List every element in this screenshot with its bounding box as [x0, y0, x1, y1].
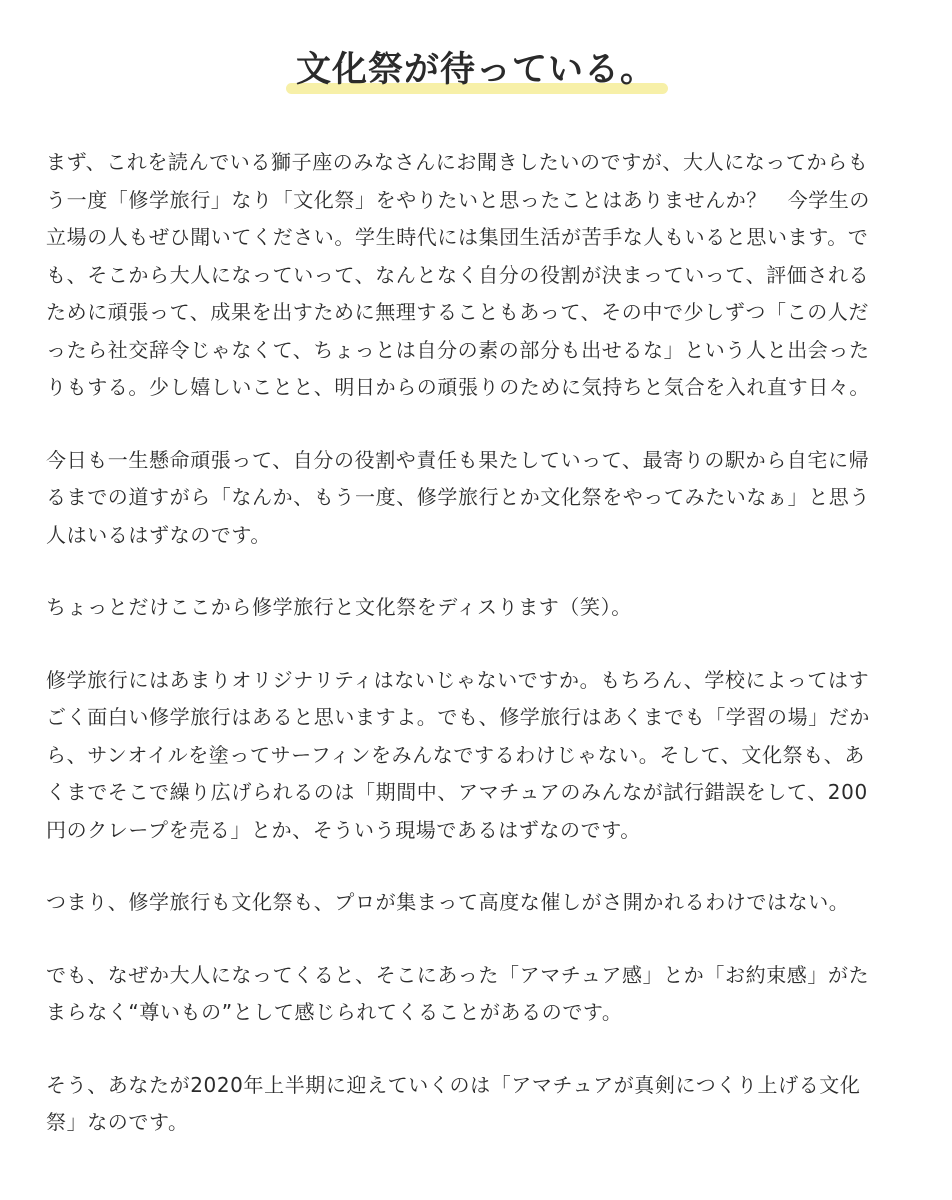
paragraph-6: でも、なぜか大人になってくると、そこにあった「アマチュア感」とか「お約束感」がた まらなく“尊いもの”として感じられてくることがあるのです。 — [46, 962, 870, 1024]
paragraph-1: まず、これを読んでいる獅子座のみなさんにお聞きしたいのですが、大人になってからも う一度「修学旅行」なり「文化祭」をやりたいと思ったことはありませんか？ 今学生の 立場の人もぜひ聞いてください。学生時代には集団生活が苦手な人もいると思います。で も、そこから大人になっていって、なんとなく自分の役割が決まっていって、評価される ために頑張って、成果を出すために無理することもあって、その中で少しずつ「この人だ ったら社交辞令じゃなくて、ちょっとは自分の素の部分も出せるな」という人と出会った りもする。少し嬉しいことと、明日からの頑張りのために気持ちと気合を入れ直す日々。 — [46, 150, 870, 399]
article-title — [292, 44, 660, 96]
title-container — [0, 44, 952, 96]
paragraph-7: そう、あなたが2020年上半期に迎えていくのは「アマチュアが真剣につくり上げる文化 祭」なのです。 — [46, 1072, 861, 1134]
paragraph-5: つまり、修学旅行も文化祭も、プロが集まって高度な催しがさ開かれるわけではない。 — [46, 890, 850, 914]
paragraph-4: 修学旅行にはあまりオリジナリティはないじゃないですか。もちろん、学校によってはす ごく面白い修学旅行はあると思いますよ。でも、修学旅行はあくまでも「学習の場」だか ら、サンオイルを塗ってサーフィンをみんなでするわけじゃない。そして、文化祭も、あ くまでそこで繰り広げられるのは「期間中、アマチュアのみんなが試行錯誤をして、200 円のクレープを売る」とか、そういう現場であるはずなのです。 — [46, 667, 870, 842]
paragraph-2: 今日も一生懸命頑張って、自分の役割や責任も果たしていって、最寄りの駅から自宅に帰 るまでの道すがら「なんか、もう一度、修学旅行とか文化祭をやってみたいなぁ」と思う 人はいるはずなのです。 — [46, 447, 870, 547]
article-title-text: 文化祭が待っている。 — [295, 50, 656, 90]
paragraph-3: ちょっとだけここから修学旅行と文化祭をディスります（笑）。 — [46, 595, 632, 619]
article-body — [46, 144, 906, 1177]
